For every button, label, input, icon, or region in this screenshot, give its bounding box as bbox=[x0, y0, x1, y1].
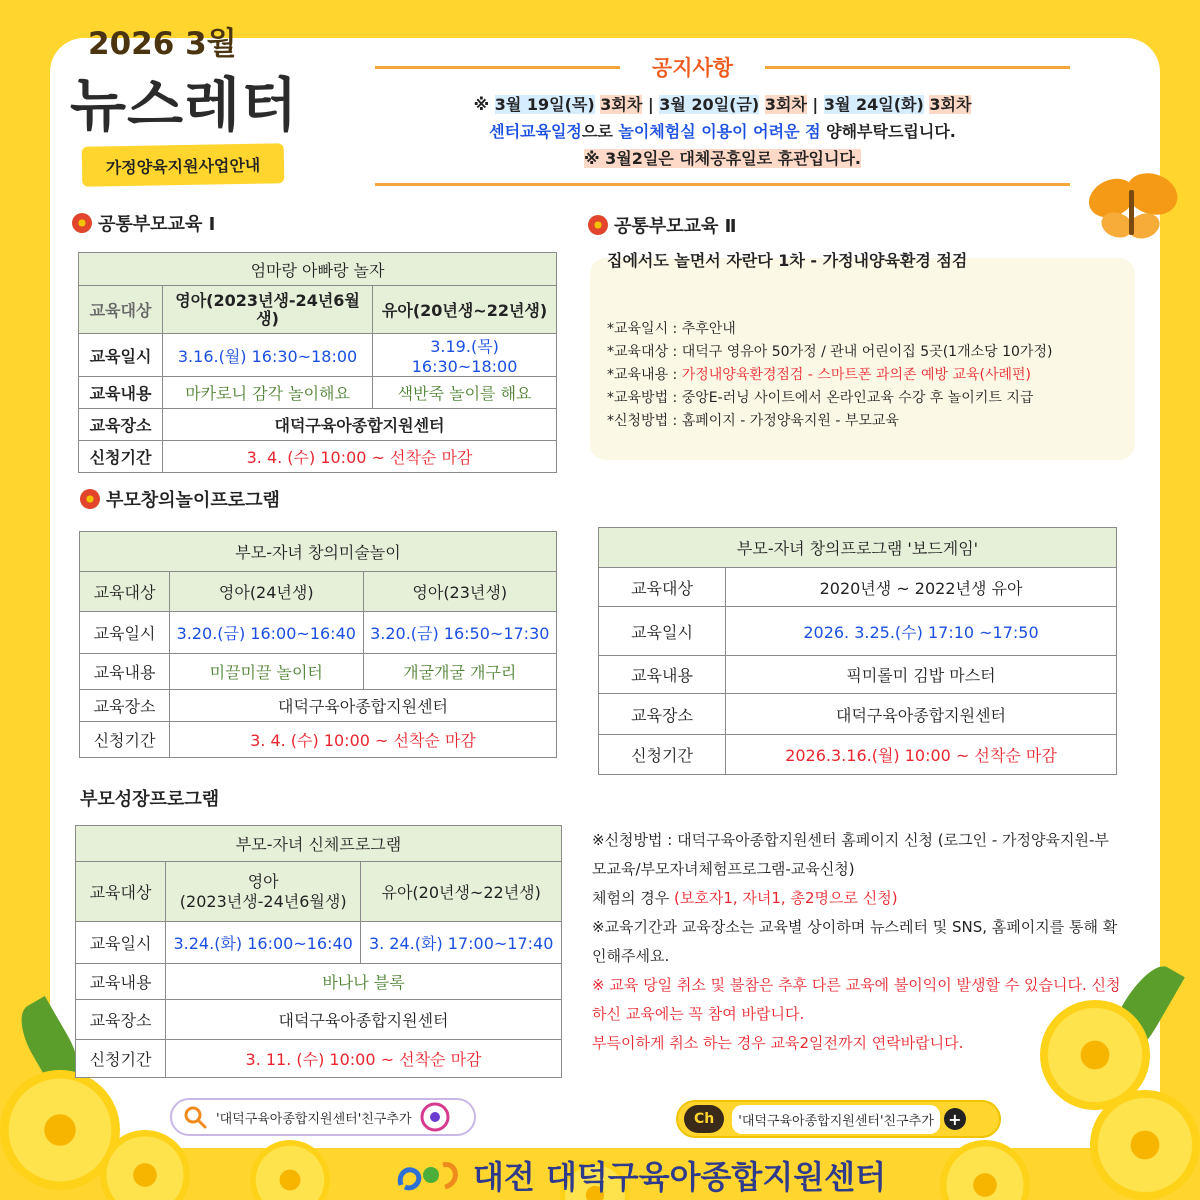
place-cell: 대덕구육아종합지원센터 bbox=[170, 690, 557, 722]
content-cell: 마카로니 감각 놀이해요 bbox=[163, 377, 373, 409]
row-label: 신청기간 bbox=[599, 735, 726, 775]
row-label: 교육장소 bbox=[76, 1000, 166, 1040]
table-title: 부모-자녀 창의프로그램 '보드게임' bbox=[599, 528, 1117, 568]
place-cell: 대덕구육아종합지원센터 bbox=[163, 409, 557, 441]
row-label: 교육대상 bbox=[79, 286, 163, 334]
row-label: 교육장소 bbox=[599, 694, 726, 735]
butterfly-icon bbox=[1082, 170, 1182, 250]
apply-cell: 3. 11. (수) 10:00 ~ 선착순 마감 bbox=[166, 1040, 562, 1078]
search-icon bbox=[182, 1104, 208, 1130]
row-label: 교육내용 bbox=[599, 656, 726, 694]
date-cell: 3.19.(목) 16:30~18:00 bbox=[373, 334, 557, 377]
row-label: 신청기간 bbox=[80, 722, 170, 758]
target-cell: 유아(20년생~22년생) bbox=[361, 862, 562, 922]
newsletter-title: 뉴스레터 bbox=[70, 71, 299, 139]
target-cell: 영아(23년생) bbox=[363, 572, 557, 612]
target-cell: 2020년생 ~ 2022년생 유아 bbox=[726, 568, 1117, 607]
table-title: 부모-자녀 창의미술놀이 bbox=[80, 532, 557, 572]
note-text: 체험의 경우 bbox=[592, 889, 674, 907]
plus-icon: + bbox=[944, 1108, 966, 1130]
notice-date-2: 3월 20일(금) bbox=[659, 95, 760, 114]
row-label: 교육일시 bbox=[79, 334, 163, 377]
date-cell: 2026. 3.25.(수) 17:10 ~17:50 bbox=[726, 607, 1117, 656]
kakao-friend-text: '대덕구육아종합지원센터'친구추가 bbox=[732, 1105, 940, 1134]
note-apply-method: ※신청방법 : 대덕구육아종합지원센터 홈페이지 신청 (로그인 - 가정양육지원-부모교육/부모자녀체험프로그램-교육신청) bbox=[592, 831, 1109, 878]
kakao-friend-pill[interactable] bbox=[676, 1100, 1001, 1138]
notice-space bbox=[759, 95, 765, 114]
info-lines bbox=[607, 318, 1052, 433]
kakao-channel-badge: Ch bbox=[684, 1105, 724, 1133]
section-title-common-1 bbox=[72, 210, 215, 236]
org-logo-icon bbox=[395, 1155, 465, 1195]
section-title-growth bbox=[80, 785, 219, 811]
subtitle-text: 가정양육지원사업안내 bbox=[105, 155, 261, 177]
flower-decoration bbox=[940, 1140, 1030, 1200]
table-board-game bbox=[598, 527, 1117, 775]
date-cell: 3.24.(화) 16:00~16:40 bbox=[166, 922, 361, 964]
flower-icon bbox=[588, 215, 608, 235]
notice-separator: | bbox=[642, 95, 660, 114]
year-month: 2026 3월 bbox=[88, 26, 237, 62]
date-cell: 3.16.(월) 16:30~18:00 bbox=[163, 334, 373, 377]
row-label: 교육장소 bbox=[80, 690, 170, 722]
content-cell: 픽미롤미 김밥 마스터 bbox=[726, 656, 1117, 694]
note-red: (보호자1, 자녀1, 총2명으로 신청) bbox=[674, 889, 898, 907]
note-period: ※교육기간과 교육장소는 교육별 상이하며 뉴스레터 및 SNS, 홈페이지를 통해 확인해주세요. bbox=[592, 918, 1118, 965]
target-cell: 유아(20년생~22년생) bbox=[373, 286, 557, 334]
instagram-icon bbox=[420, 1102, 450, 1132]
table-physical-program bbox=[75, 825, 562, 1078]
flower-decoration bbox=[250, 1140, 330, 1200]
notice-separator: | bbox=[806, 95, 824, 114]
place-cell: 대덕구육아종합지원센터 bbox=[726, 694, 1117, 735]
org-name: 대전 대덕구육아종합지원센터 bbox=[473, 1158, 886, 1196]
info-heading: 집에서도 놀면서 자란다 1차 - 가정내양육환경 점검 bbox=[607, 251, 968, 270]
table-creative-art bbox=[79, 531, 557, 758]
section-title-text: 부모창의놀이프로그램 bbox=[106, 490, 280, 511]
footer-org-logo bbox=[395, 1152, 886, 1198]
info-line: *교육대상 : 대덕구 영유아 50가정 / 관내 어린이집 5곳(1개소당 10가정) bbox=[607, 344, 1053, 360]
row-label: 교육내용 bbox=[80, 654, 170, 690]
subtitle-badge bbox=[82, 143, 285, 187]
flower-icon bbox=[80, 489, 100, 509]
content-cell: 미끌미끌 놀이터 bbox=[170, 654, 364, 690]
target-cell: 영아 (2023년생-24년6월생) bbox=[166, 862, 361, 922]
target-cell: 영아(24년생) bbox=[170, 572, 364, 612]
flower-decoration bbox=[1090, 1090, 1200, 1200]
notice-line-1 bbox=[375, 92, 1070, 115]
row-label: 교육일시 bbox=[80, 612, 170, 654]
info-line bbox=[607, 364, 1052, 387]
table-title: 부모-자녀 신체프로그램 bbox=[76, 826, 562, 862]
content-cell: 색반죽 놀이를 해요 bbox=[373, 377, 557, 409]
info-line-red: 가정내양육환경점검 - 스마트폰 과의존 예방 교육(사례편) bbox=[681, 367, 1031, 383]
target-cell: 영아(2023년생-24년6월생) bbox=[163, 286, 373, 334]
info-line: *교육일시 : 추후안내 bbox=[607, 321, 736, 337]
notice-bottom-line bbox=[375, 183, 1070, 186]
search-friend-pill[interactable] bbox=[170, 1098, 476, 1136]
row-label: 신청기간 bbox=[76, 1040, 166, 1078]
notice-schedule: 센터교육일정 bbox=[489, 122, 582, 141]
row-label: 교육일시 bbox=[599, 607, 726, 656]
apply-cell: 2026.3.16.(월) 10:00 ~ 선착순 마감 bbox=[726, 735, 1117, 775]
row-label: 교육대상 bbox=[80, 572, 170, 612]
notice-date-3: 3월 24일(화) bbox=[823, 95, 924, 114]
notice-session-3: 3회차 bbox=[929, 95, 972, 114]
notes bbox=[592, 826, 1122, 1058]
table-title: 엄마랑 아빠랑 놀자 bbox=[79, 253, 557, 286]
section-title-common-2 bbox=[588, 212, 736, 238]
row-label: 교육대상 bbox=[76, 862, 166, 922]
notice-session-1: 3회차 bbox=[600, 95, 643, 114]
info-line: *교육방법 : 중앙E-러닝 사이트에서 온라인교육 수강 후 놀이키트 지급 bbox=[607, 390, 1034, 406]
flower-icon bbox=[72, 213, 92, 233]
apply-cell: 3. 4. (수) 10:00 ~ 선착순 마감 bbox=[163, 441, 557, 473]
search-friend-text: '대덕구육아종합지원센터'친구추가 bbox=[216, 1111, 412, 1127]
content-cell: 개굴개굴 개구리 bbox=[363, 654, 557, 690]
row-label: 교육내용 bbox=[76, 964, 166, 1000]
notice-text-part: 양해부탁드립니다. bbox=[820, 122, 956, 141]
note-cancel: ※ 교육 당일 취소 및 불참은 추후 다른 교육에 불이익이 발생할 수 있습니다. 신청하신 교육에는 꼭 참여 바랍니다. bbox=[592, 976, 1121, 1023]
section-title-creative bbox=[80, 486, 280, 512]
content-cell: 바나나 블록 bbox=[166, 964, 562, 1000]
row-label: 신청기간 bbox=[79, 441, 163, 473]
apply-cell: 3. 4. (수) 10:00 ~ 선착순 마감 bbox=[170, 722, 557, 758]
notice-mark: ※ bbox=[473, 95, 495, 114]
row-label: 교육대상 bbox=[599, 568, 726, 607]
place-cell: 대덕구육아종합지원센터 bbox=[166, 1000, 562, 1040]
notice-line-2 bbox=[375, 119, 1070, 142]
row-label: 교육장소 bbox=[79, 409, 163, 441]
section-title-text: 공통부모교육 Ⅱ bbox=[614, 216, 737, 237]
table-common-parent-1 bbox=[78, 252, 557, 473]
note-experience bbox=[592, 884, 1122, 913]
date-cell: 3. 24.(화) 17:00~17:40 bbox=[361, 922, 562, 964]
note-cancel-deadline: 부득이하게 취소 하는 경우 교육2일전까지 연락바랍니다. bbox=[592, 1034, 964, 1052]
date-cell: 3.20.(금) 16:00~16:40 bbox=[170, 612, 364, 654]
row-label: 교육일시 bbox=[76, 922, 166, 964]
section-title-text: 공통부모교육 Ⅰ bbox=[98, 214, 216, 235]
row-label: 교육내용 bbox=[79, 377, 163, 409]
notice-text-part: 으로 bbox=[581, 122, 619, 141]
notice-holiday: ※ 3월2일은 대체공휴일로 휴관입니다. bbox=[584, 149, 861, 168]
section-title-text: 부모성장프로그램 bbox=[80, 789, 220, 810]
notice-line-3 bbox=[375, 146, 1070, 169]
notice-title: 공지사항 bbox=[620, 52, 765, 82]
notice-date-1: 3월 19일(목) bbox=[494, 95, 595, 114]
notice-playroom: 놀이체험실 이용이 어려운 점 bbox=[618, 122, 821, 141]
notice-session-2: 3회차 bbox=[764, 95, 807, 114]
info-line-label: *교육내용 : bbox=[607, 367, 682, 383]
info-line: *신청방법 : 홈페이지 - 가정양육지원 - 부모교육 bbox=[607, 413, 899, 429]
date-cell: 3.20.(금) 16:50~17:30 bbox=[363, 612, 557, 654]
